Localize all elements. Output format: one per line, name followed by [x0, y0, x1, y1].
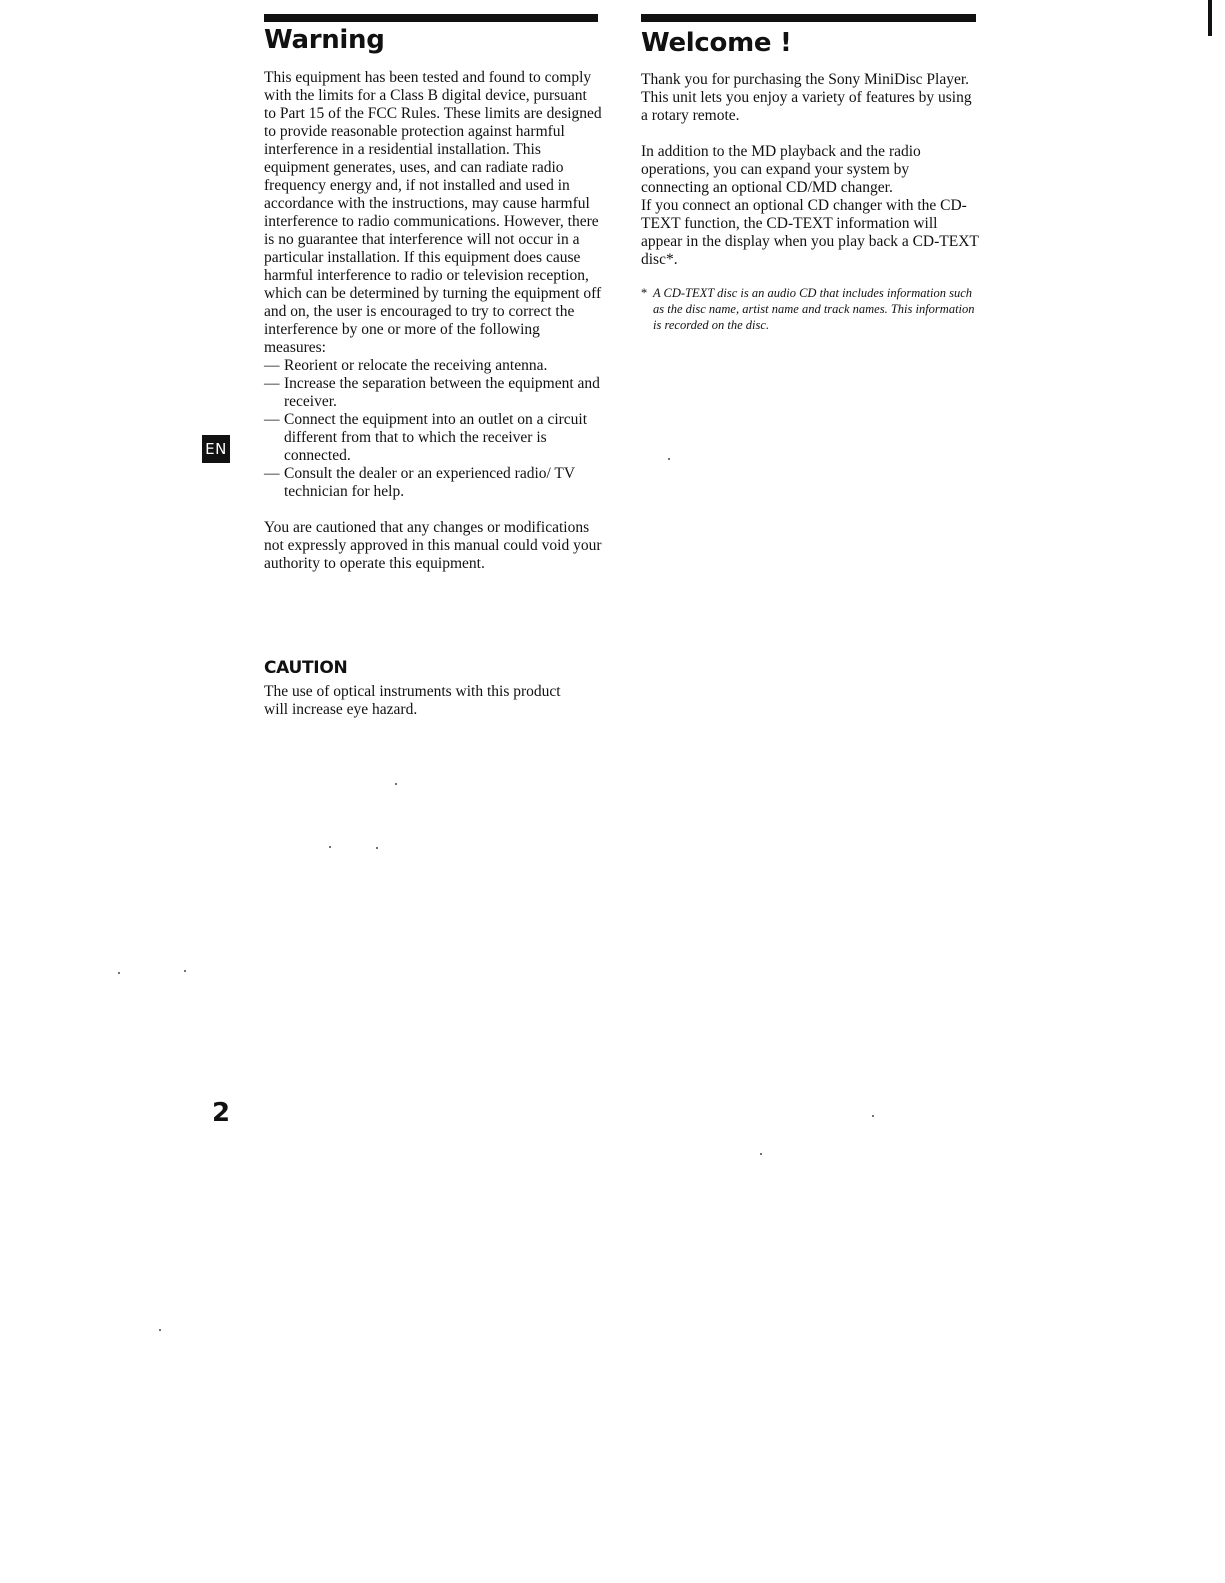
dash-bullet: —: [264, 375, 280, 392]
list-item: [264, 465, 602, 501]
scan-speck: [760, 1153, 762, 1155]
warning-body: [264, 69, 602, 573]
measure-text: Increase the separation between the equipment and receiver.: [284, 375, 600, 410]
modifications-paragraph: You are cautioned that any changes or modifications not expressly approved in this manual could void your authority to operate this equipment.: [264, 519, 602, 572]
warning-heading-rule: [264, 14, 598, 22]
list-item: [264, 357, 602, 375]
scan-speck: [118, 972, 120, 974]
welcome-title: Welcome !: [641, 28, 792, 58]
changer-paragraph: In addition to the MD playback and the radio operations, you can expand your system by connecting an optional CD/MD changer.: [641, 143, 921, 196]
measure-text: Consult the dealer or an experienced radio/ TV technician for help.: [284, 465, 575, 500]
scan-edge-mark: [1208, 0, 1212, 36]
caution-title: CAUTION: [264, 658, 348, 678]
dash-bullet: —: [264, 411, 280, 428]
welcome-heading-rule: [641, 14, 976, 22]
caution-text: [264, 683, 564, 719]
scan-speck: [376, 847, 378, 849]
welcome-body: [641, 71, 979, 269]
footnote-mark: *: [641, 286, 648, 300]
footnote-text: A CD-TEXT disc is an audio CD that includes information such as the disc name, artist name and track names. This information is recorded on the disc.: [653, 286, 975, 332]
list-item: [264, 375, 602, 411]
fcc-compliance-paragraph: This equipment has been tested and found to comply with the limits for a Class B digital device, pursuant to Part 15 of the FCC Rules. These limits are designed to provide reasonable protection against harmful interference in a residential installation. This equipment generates, uses, and can radiate radio frequency energy and, if not installed and used in accordance with the instructions, may cause harmful interference to radio communications. However, there is no guarantee that interference will not occur in a particular installation. If this equipment does cause harmful interference to radio or television reception, which can be determined by turning the equipment off and on, the user is encouraged to try to correct the interference by one or more of the following measures:: [264, 69, 602, 356]
welcome-intro-paragraph: Thank you for purchasing the Sony MiniDisc Player. This unit lets you enjoy a variety of features by using a rotary remote.: [641, 71, 972, 124]
measure-text: Reorient or relocate the receiving antenna.: [284, 357, 548, 374]
scan-speck: [329, 846, 331, 848]
scan-speck: [159, 1329, 161, 1331]
scan-speck: [668, 458, 670, 460]
interference-measures-list: [264, 357, 602, 501]
warning-title: Warning: [264, 25, 385, 55]
language-tab: EN: [202, 435, 230, 463]
scan-speck: [184, 970, 186, 972]
spacer: [264, 501, 602, 519]
scan-speck: [872, 1115, 874, 1117]
cd-text-paragraph: If you connect an optional CD changer with the CD-TEXT function, the CD-TEXT information will appear in the display when you play back a CD-TEXT disc*.: [641, 197, 979, 268]
dash-bullet: —: [264, 357, 280, 374]
dash-bullet: —: [264, 465, 280, 482]
list-item: [264, 411, 602, 465]
page-number: 2: [212, 1098, 231, 1128]
caution-paragraph: The use of optical instruments with this product will increase eye hazard.: [264, 683, 561, 718]
scan-speck: [395, 783, 397, 785]
measure-text: Connect the equipment into an outlet on a circuit different from that to which the receiver is connected.: [284, 411, 588, 464]
spacer: [641, 125, 979, 143]
cd-text-footnote: [641, 285, 976, 333]
